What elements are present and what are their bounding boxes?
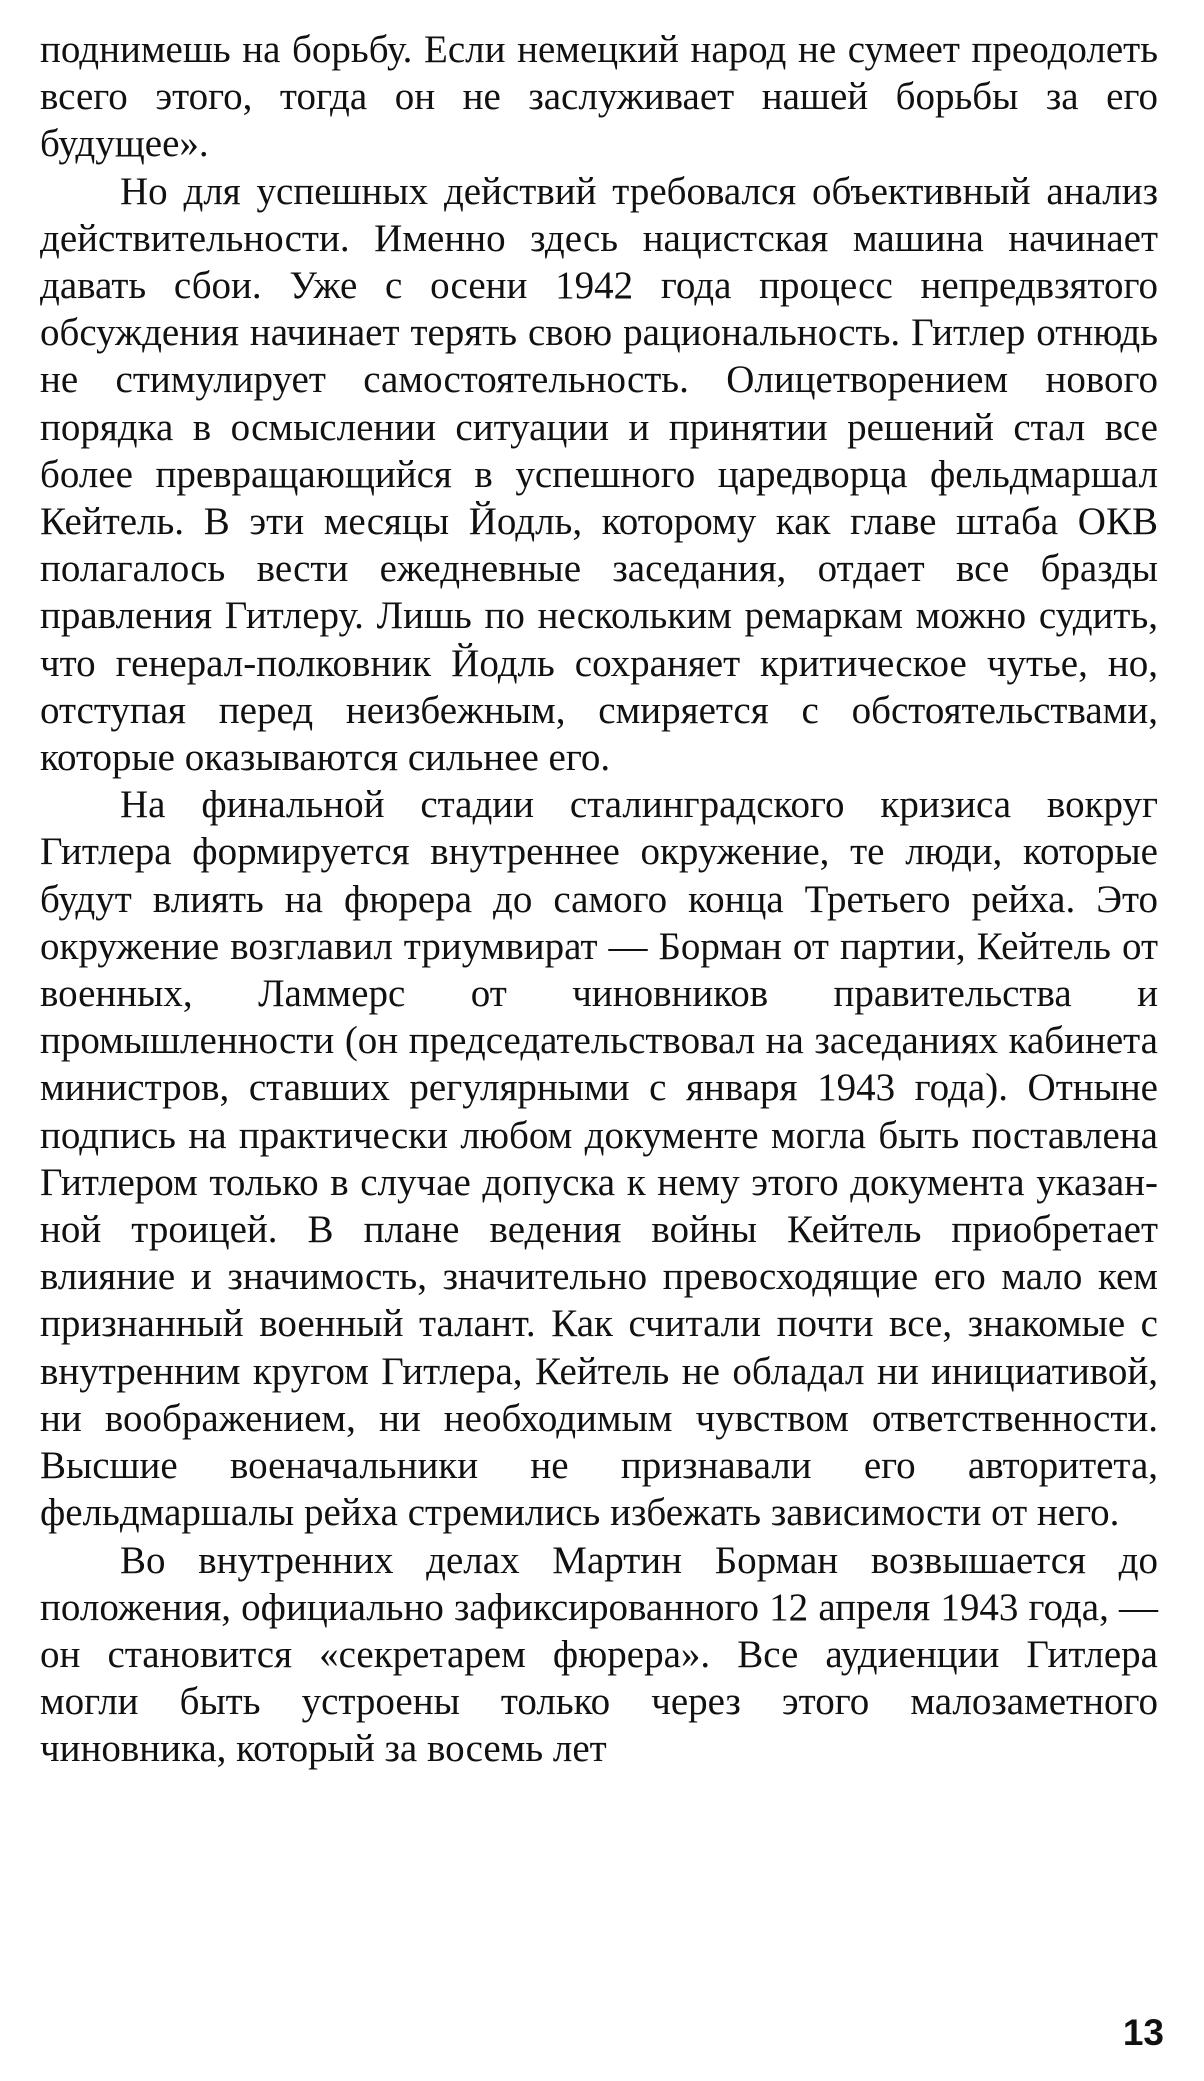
body-text bbox=[40, 26, 1158, 1773]
paragraph-continuation: поднимешь на борьбу. Если немецкий народ не сумеет преодолеть всего этого, тогда он не заслуживает нашей борьбы за его будущее». bbox=[40, 28, 1158, 166]
paragraph-bormann: Во внутренних делах Мартин Борман возвышается до положения, официально зафиксированного 12 апреля 1943 года, — он становится «секретарем фюрера». Все аудиенции Гитлера могли быть устроены только через этого малозаметного чиновника, который за восемь лет bbox=[40, 1538, 1158, 1771]
page-number: 13 bbox=[1122, 2012, 1164, 2053]
paragraph-inner-circle: На финальной стадии сталинградского кризиса вокруг Гитлера формируется внутреннее окружение, те люди, которые будут влиять на фюрера до самого конца Третьего рейха. Это окружение возглавил триумвират — Борман от партии, Кейтель от военных, Ламмерс от чиновников правительства и промышленности (он председательствовал на заседаниях кабинета министров, ставших регулярными с января 1943 года). Отныне подпись на практически любом документе могла быть поставлена Гитлером только в случае допуска к нему этого документа указанной троицей. В плане ведения войны Кейтель приобретает влияние и значимость, значительно превосходящие его мало кем признанный военный талант. Как считали почти все, знакомые с внутренним кругом Гитлера, Кейтель не обладал ни инициативой, ни воображением, ни необходимым чувством ответственности. Высшие военачальники не признавали его авторитета, фельдмаршалы рейха стремились избежать зависимости от него. bbox=[40, 783, 1158, 1535]
paragraph-objective-analysis: Но для успешных действий требовался объективный анализ действительности. Именно здесь нацистская машина начинает давать сбои. Уже с осени 1942 года процесс непредвзятого обсуждения начинает терять свою рациональность. Гитлер отнюдь не стимулирует самостоятельность. Олицетворением нового порядка в осмыслении ситуации и принятии решений стал все более превращающийся в успешного царедворца фельдмаршал Кейтель. В эти месяцы Йодль, которому как главе штаба ОКВ полагалось вести ежедневные заседания, отдает все бразды правления Гитлеру. Лишь по нескольким ремаркам можно судить, что генерал-полковник Йодль сохраняет критическое чутье, но, отступая перед неизбежным, смиряется с обстоятельствами, которые оказываются сильнее его. bbox=[40, 169, 1158, 780]
